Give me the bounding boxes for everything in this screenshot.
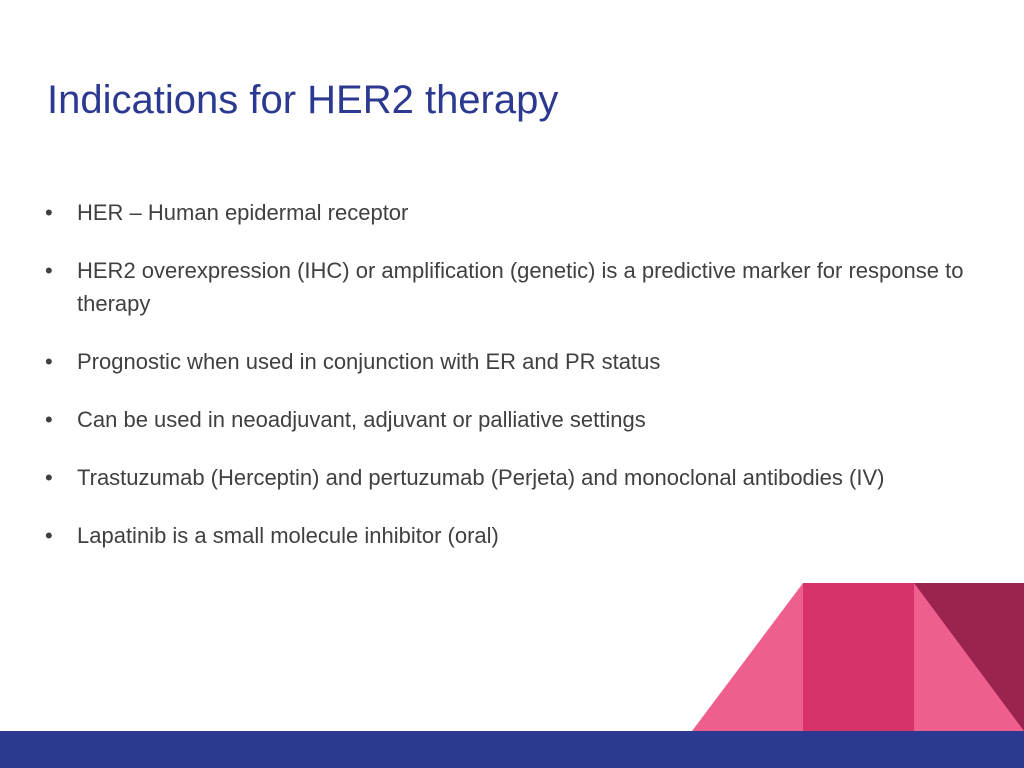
bullet-dot: • [45, 349, 53, 374]
bullet-dot: • [45, 465, 53, 490]
bullet-item [45, 403, 985, 436]
bullet-text: Prognostic when used in conjunction with ER and PR status [77, 349, 661, 374]
bullet-text: HER – Human epidermal receptor [77, 200, 409, 225]
bullet-dot: • [45, 407, 53, 432]
pink-square [803, 583, 914, 731]
bullet-item [45, 519, 985, 552]
bullet-item [45, 345, 985, 378]
bullet-text: Trastuzumab (Herceptin) and pertuzumab (Perjeta) and monoclonal antibodies (IV) [77, 465, 885, 490]
bullet-item [45, 461, 985, 494]
bullet-dot: • [45, 523, 53, 548]
bullet-text: Lapatinib is a small molecule inhibitor (oral) [77, 523, 499, 548]
bullet-text: HER2 overexpression (IHC) or amplification (genetic) is a predictive marker for response to therapy [77, 258, 964, 316]
slide-title: Indications for HER2 therapy [47, 78, 559, 122]
bullet-dot: • [45, 258, 53, 283]
bullet-item [45, 196, 985, 229]
bullet-item [45, 254, 985, 320]
light-pink-triangle-right [914, 583, 1024, 731]
bullet-list [45, 196, 985, 577]
bullet-text: Can be used in neoadjuvant, adjuvant or palliative settings [77, 407, 646, 432]
footer-bar [0, 731, 1024, 768]
light-pink-triangle-left [692, 583, 803, 731]
dark-square [914, 583, 1024, 731]
bullet-dot: • [45, 200, 53, 225]
